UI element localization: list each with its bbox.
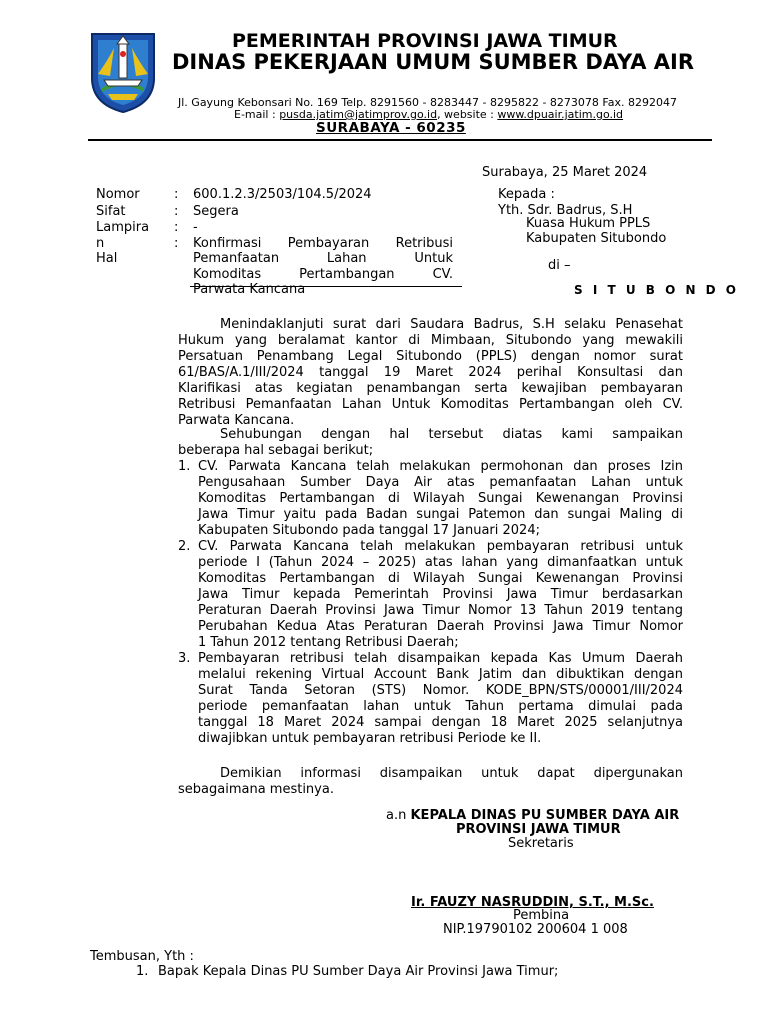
list-item-line: CV. Parwata Kancana telah melakukan pembayaran retribusi untuk (198, 539, 683, 554)
lampiran-label-2: n (96, 236, 105, 251)
letterhead-city: SURABAYA - 60235 (316, 120, 466, 136)
list-item-line: 1 Tahun 2012 tentang Retribusi Daerah; (198, 635, 459, 650)
list-item-number: 1. (178, 459, 191, 474)
list-item-line: Komoditas Pertambangan di Wilayah Sungai Kewenangan Provinsi (198, 571, 683, 586)
letterhead-divider (88, 139, 712, 141)
recipient-place: S I T U B O N D O (574, 283, 740, 297)
lampiran-label-1: Lampira (96, 220, 150, 235)
paragraph-line: Sehubungan dengan hal tersebut diatas kami sampaikan (220, 427, 683, 442)
nomor-value: 600.1.2.3/2503/104.5/2024 (193, 187, 372, 202)
letterhead-address: Jl. Gayung Kebonsari No. 169 Telp. 8291560 - 8283447 - 8295822 - 8273078 Fax. 8292047 (178, 96, 677, 109)
list-item (198, 459, 683, 539)
paragraph-line: beberapa hal sebagai berikut; (178, 443, 374, 458)
paragraph-line: Hukum yang beralamat kantor di Mimbaan, Situbondo yang mewakili (178, 333, 683, 348)
list-item-line: periode I (Tahun 2024 – 2025) atas lahan yang dimanfaatkan untuk (198, 555, 683, 570)
sifat-label: Sifat (96, 204, 126, 219)
provincial-emblem-logo (88, 30, 158, 114)
recipient-name: Yth. Sdr. Badrus, S.H (498, 203, 633, 218)
hal-line-2: Pemanfaatan Lahan Untuk (193, 251, 453, 266)
signatory-nip: NIP.19790102 200604 1 008 (443, 922, 628, 937)
list-item-line: melalui rekening Virtual Account Bank Jatim dan dibuktikan dengan (198, 667, 683, 682)
email-link[interactable]: pusda.jatim@jatimprov.go.id (279, 108, 438, 121)
letter-date: Surabaya, 25 Maret 2024 (482, 165, 648, 180)
list-item-line: Peraturan Daerah Provinsi Jawa Timur Nomor 13 Tahun 2019 tentang (198, 603, 683, 618)
list-item-line: tanggal 18 Maret 2024 sampai dengan 18 Maret 2025 selanjutnya (198, 715, 683, 730)
cc-label: Tembusan, Yth : (90, 949, 194, 964)
recipient-title: Kuasa Hukum PPLS (526, 216, 651, 231)
list-item-line: Surat Tanda Setoran (STS) Nomor. KODE_BPN/STS/00001/III/2024 (198, 683, 683, 698)
signatory-name: Ir. FAUZY NASRUDDIN, S.T., M.Sc. (411, 895, 654, 910)
signature-title-2: PROVINSI JAWA TIMUR (456, 822, 621, 837)
sifat-colon: : (174, 204, 179, 219)
list-item (198, 651, 683, 747)
list-item-line: Pembayaran retribusi telah disampaikan kepada Kas Umum Daerah (198, 651, 683, 666)
letterhead-government-line: PEMERINTAH PROVINSI JAWA TIMUR (232, 30, 618, 52)
website-prefix: , website : (437, 108, 498, 121)
website-link[interactable]: www.dpuair.jatim.go.id (497, 108, 624, 121)
list-item-line: CV. Parwata Kancana telah melakukan permohonan dan proses Izin (198, 459, 683, 474)
list-item-line: Jawa Timur kepada Pemerintah Provinsi Jawa Timur berdasarkan (198, 587, 683, 602)
list-item-number: 2. (178, 539, 191, 554)
paragraph-line: Klarifikasi atas kegiatan penambangan serta kewajiban pembayaran (178, 381, 683, 396)
paragraph-closing (178, 766, 683, 798)
hal-line-4: Parwata Kancana (193, 282, 306, 297)
list-item-line: Komoditas Pertambangan di Wilayah Sungai Kewenangan Provinsi (198, 491, 683, 506)
list-item-line: periode pemanfaatan lahan untuk Tahun pertama dimulai pada (198, 699, 683, 714)
list-item-line: Pengusahaan Sumber Daya Air atas pemanfaatan Lahan untuk (198, 475, 683, 490)
nomor-label: Nomor (96, 187, 140, 202)
hal-colon: : (174, 236, 179, 251)
paragraph-line: Menindaklanjuti surat dari Saudara Badrus, S.H selaku Penasehat (220, 317, 683, 332)
hal-underline (190, 286, 462, 287)
sifat-value: Segera (193, 204, 239, 219)
list-item (198, 539, 683, 651)
hal-line-3: Komoditas Pertambangan CV. (193, 267, 453, 282)
lampiran-colon: : (174, 220, 179, 235)
nomor-colon: : (174, 187, 179, 202)
paragraph-line: Retribusi Pemanfaatan Lahan Untuk Komoditas Pertambangan oleh CV. (178, 397, 683, 412)
hal-label: Hal (96, 251, 118, 266)
cc-item-number: 1. (136, 964, 149, 979)
signature-role: Sekretaris (508, 836, 574, 851)
paragraph-line: Persatuan Penambang Legal Situbondo (PPLS) dengan nomor surat (178, 349, 683, 364)
list-item-number: 3. (178, 651, 191, 666)
list-item-line: Jawa Timur yaitu pada Badan sungai Patemon dan sungai Maling di (198, 507, 683, 522)
cc-item: Bapak Kepala Dinas PU Sumber Daya Air Provinsi Jawa Timur; (158, 964, 559, 979)
paragraph-line: 61/BAS/A.1/III/2024 tanggal 19 Maret 2024 perihal Konsultasi dan (178, 365, 683, 380)
lampiran-value: - (193, 220, 198, 235)
paragraph-line: sebagaimana mestinya. (178, 782, 334, 797)
paragraph-line: Parwata Kancana. (178, 413, 295, 428)
list-item-line: diwajibkan untuk pembayaran retribusi Periode ke II. (198, 731, 542, 746)
signature-an: a.n (386, 808, 411, 823)
email-prefix: E-mail : (234, 108, 280, 121)
list-item-line: Kabupaten Situbondo pada tanggal 17 Januari 2024; (198, 523, 540, 538)
recipient-region: Kabupaten Situbondo (526, 231, 667, 246)
list-item-line: Perubahan Kedua Atas Peraturan Daerah Provinsi Jawa Timur Nomor (198, 619, 683, 634)
signatory-rank: Pembina (513, 908, 570, 923)
recipient-di: di – (548, 258, 571, 273)
hal-line-1: Konfirmasi Pembayaran Retribusi (193, 236, 453, 251)
paragraph-opening (178, 317, 683, 429)
paragraph-intro-list (178, 427, 683, 459)
paragraph-line: Demikian informasi disampaikan untuk dapat dipergunakan (220, 766, 683, 781)
signature-office: KEPALA DINAS PU SUMBER DAYA AIR (410, 808, 680, 823)
letterhead-agency-name: DINAS PEKERJAAN UMUM SUMBER DAYA AIR (172, 50, 695, 74)
kepada-label: Kepada : (498, 187, 555, 202)
